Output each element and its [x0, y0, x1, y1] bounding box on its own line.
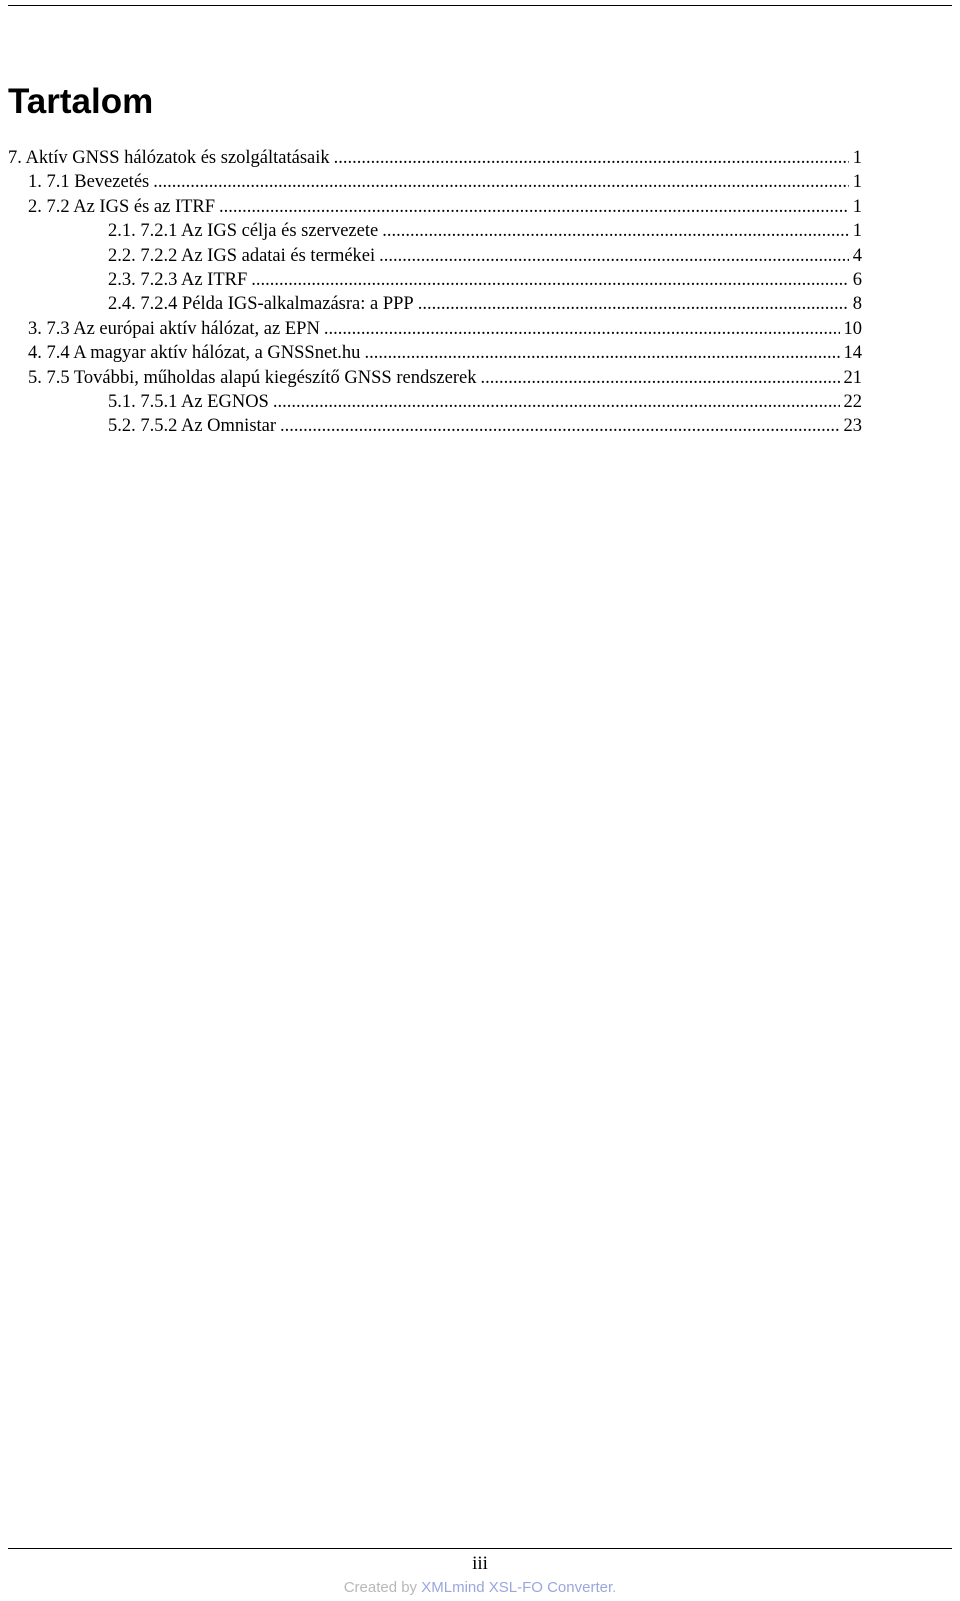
toc-leader-dots: [280, 414, 839, 438]
toc-entry[interactable]: [8, 170, 862, 194]
page-number: iii: [472, 1553, 488, 1574]
toc-entry-label[interactable]: 5.2. 7.5.2 Az Omnistar: [108, 416, 277, 437]
toc-leader-dots: [324, 317, 840, 341]
toc-entry-label[interactable]: 2. 7.2 Az IGS és az ITRF: [28, 196, 216, 217]
toc-entry[interactable]: [8, 414, 862, 438]
toc-entry-page[interactable]: 21: [843, 367, 862, 388]
toc-leader-dots: [153, 170, 849, 194]
footer-credit: [0, 1579, 960, 1596]
page-title: Tartalom: [8, 82, 154, 121]
toc-entry-label[interactable]: 7. Aktív GNSS hálózatok és szolgáltatásaik: [8, 148, 330, 168]
toc-entry-page[interactable]: 14: [843, 343, 862, 364]
toc-entry-label[interactable]: 5.1. 7.5.1 Az EGNOS: [108, 391, 269, 412]
toc-entry-page[interactable]: 4: [852, 245, 862, 266]
top-divider: [8, 5, 952, 6]
toc-leader-dots: [219, 195, 849, 219]
toc-entry-page[interactable]: 1: [852, 148, 862, 168]
toc-entry[interactable]: [8, 341, 862, 365]
toc-entry[interactable]: [8, 390, 862, 414]
toc-entry[interactable]: [8, 366, 862, 390]
toc-entry-page[interactable]: 23: [843, 416, 862, 437]
toc-leader-dots: [418, 292, 849, 316]
toc-entry[interactable]: [8, 292, 862, 316]
toc-entry-page[interactable]: 6: [852, 269, 862, 290]
toc-leader-dots: [251, 268, 848, 292]
toc-entry-page[interactable]: 8: [852, 294, 862, 315]
toc-entry[interactable]: [8, 146, 862, 170]
toc-entry-label[interactable]: 2.2. 7.2.2 Az IGS adatai és termékei: [108, 245, 376, 266]
toc-entry[interactable]: [8, 244, 862, 268]
footer-credit-suffix: .: [612, 1579, 617, 1596]
table-of-contents: [8, 146, 862, 439]
toc-entry-label[interactable]: 2.1. 7.2.1 Az IGS célja és szervezete: [108, 221, 379, 242]
footer-credit-brand: XMLmind XSL-FO Converter: [421, 1579, 613, 1596]
toc-entry-page[interactable]: 22: [843, 391, 862, 412]
toc-leader-dots: [273, 390, 840, 414]
toc-entry[interactable]: [8, 268, 862, 292]
toc-entry-label[interactable]: 3. 7.3 Az európai aktív hálózat, az EPN: [28, 318, 320, 339]
toc-leader-dots: [334, 146, 849, 170]
toc-entry-label[interactable]: 2.3. 7.2.3 Az ITRF: [108, 269, 248, 290]
toc-entry-page[interactable]: 1: [852, 221, 862, 242]
toc-entry-label[interactable]: 4. 7.4 A magyar aktív hálózat, a GNSSnet.hu: [28, 343, 361, 364]
toc-leader-dots: [379, 244, 849, 268]
bottom-divider: [8, 1548, 952, 1549]
toc-entry[interactable]: [8, 219, 862, 243]
toc-entry[interactable]: [8, 317, 862, 341]
toc-entry-page[interactable]: 1: [852, 172, 862, 193]
toc-entry-page[interactable]: 1: [852, 196, 862, 217]
toc-entry-label[interactable]: 2.4. 7.2.4 Példa IGS-alkalmazásra: a PPP: [108, 294, 414, 315]
toc-leader-dots: [480, 366, 839, 390]
toc-entry-label[interactable]: 5. 7.5 További, műholdas alapú kiegészítő GNSS rendszerek: [28, 367, 477, 388]
toc-leader-dots: [364, 341, 839, 365]
toc-entry[interactable]: [8, 195, 862, 219]
toc-entry-label[interactable]: 1. 7.1 Bevezetés: [28, 172, 150, 193]
toc-leader-dots: [382, 219, 849, 243]
toc-entry-page[interactable]: 10: [843, 318, 862, 339]
footer-credit-prefix: Created by: [343, 1579, 422, 1596]
